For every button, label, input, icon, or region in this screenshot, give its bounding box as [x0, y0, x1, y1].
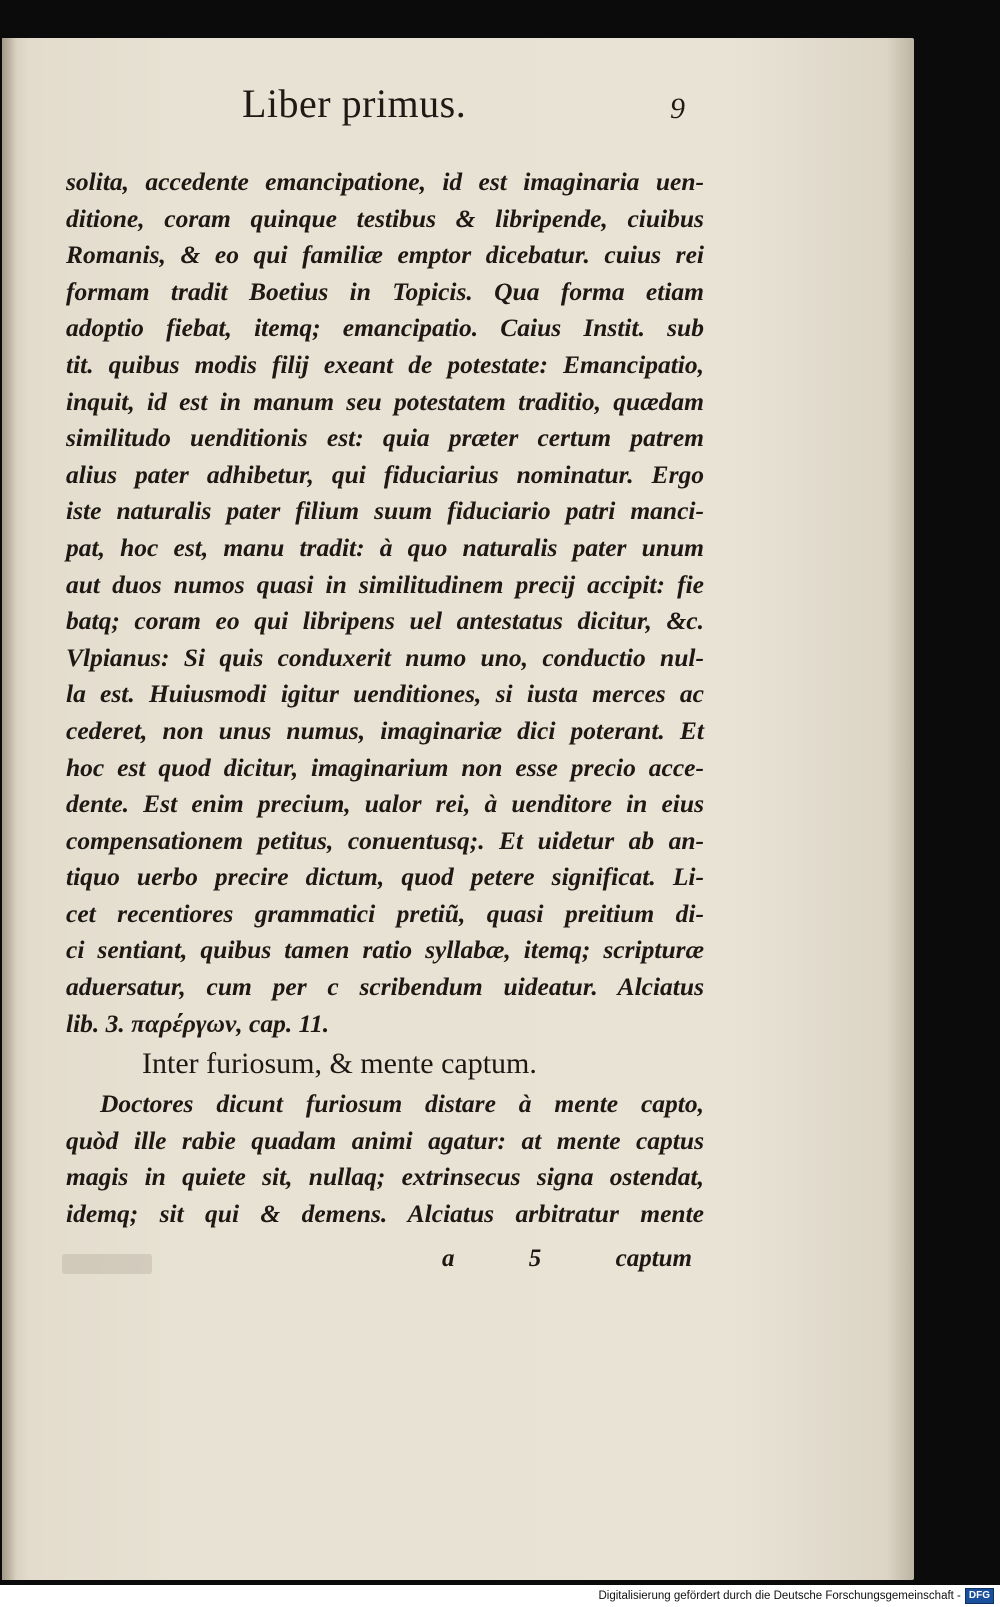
- text-line: hoc est quod dicitur, imaginarium non esse precio acce-: [66, 752, 704, 782]
- text-line: alius pater adhibetur, qui fiduciarius nominatur. Ergo: [66, 459, 704, 489]
- text-line: adoptio fiebat, itemq; emancipatio. Caius Instit. sub: [66, 313, 704, 343]
- text-line: quòd ille rabie quadam animi agatur: at mente captus: [66, 1125, 704, 1155]
- page-number: 9: [670, 92, 685, 125]
- section-heading: Inter furiosum, & mente captum.: [142, 1047, 537, 1081]
- dfg-logo-icon: DFG: [965, 1588, 994, 1604]
- text-line: dente. Est enim precium, ualor rei, à uenditore in eius: [66, 789, 704, 819]
- text-line: la est. Huiusmodi igitur uenditiones, si iusta merces ac: [66, 679, 704, 709]
- body-text: [66, 164, 704, 1233]
- text-line: magis in quiete sit, nullaq; extrinsecus signa ostendat,: [66, 1162, 704, 1192]
- show-through-ink: [62, 1254, 152, 1274]
- running-head: Liber primus.: [242, 81, 467, 126]
- text-line: cet recentiores grammatici pretiũ, quasi preitium di-: [66, 898, 704, 928]
- text-line: Romanis, & eo qui familiæ emptor dicebatur. cuius rei: [66, 240, 704, 270]
- text-line: solita, accedente emancipatione, id est imaginaria uen-: [66, 167, 704, 196]
- text-line: aut duos numos quasi in similitudinem precij accipit: fie: [66, 569, 704, 599]
- text-line: compensationem petitus, conuentusq;. Et uidetur ab an-: [66, 825, 704, 855]
- text-line: ditione, coram quinque testibus & libripende, ciuibus: [66, 203, 704, 233]
- signature-number: 5: [528, 1245, 542, 1272]
- text-line: tiquo uerbo precire dictum, quod petere significat. Li-: [66, 862, 704, 892]
- signature-line: [442, 1245, 692, 1273]
- text-line: cederet, non unus numus, imaginariæ dici poterant. Et: [66, 715, 704, 745]
- catchword: captum: [615, 1245, 692, 1272]
- digitization-credit: [598, 1587, 994, 1605]
- text-line: Doctores dicunt furiosum distare à mente capto,: [100, 1089, 704, 1119]
- text-line: iste naturalis pater filium suum fiduciario patri manci-: [66, 496, 704, 526]
- text-line: ci sentiant, quibus tamen ratio syllabæ, itemq; scripturæ: [66, 935, 704, 965]
- text-line: batq; coram eo qui libripens uel antestatus dicitur, &c.: [66, 606, 704, 636]
- text-line: pat, hoc est, manu tradit: à quo naturalis pater unum: [66, 532, 704, 562]
- text-line: lib. 3. παρέργων, cap. 11.: [66, 1008, 330, 1038]
- page-gutter-shadow: [2, 38, 16, 1580]
- text-line: similitudo uenditionis est: quia præter certum patrem: [66, 423, 704, 453]
- text-line: aduersatur, cum per c scribendum uideatur. Alciatus: [66, 972, 704, 1002]
- text-line: Vlpianus: Si quis conduxerit numo uno, conductio nul-: [66, 642, 704, 672]
- text-line: tit. quibus modis filij exeant de potestate: Emancipatio,: [66, 349, 704, 379]
- text-line: idemq; sit qui & demens. Alciatus arbitratur mente: [66, 1199, 704, 1229]
- text-line: formam tradit Boetius in Topicis. Qua forma etiam: [66, 276, 704, 306]
- text-line: inquit, id est in manum seu potestatem traditio, quædam: [66, 386, 704, 416]
- credit-text: Digitalisierung gefördert durch die Deutsche Forschungsgemeinschaft -: [598, 1590, 961, 1602]
- signature-mark: a: [442, 1245, 455, 1272]
